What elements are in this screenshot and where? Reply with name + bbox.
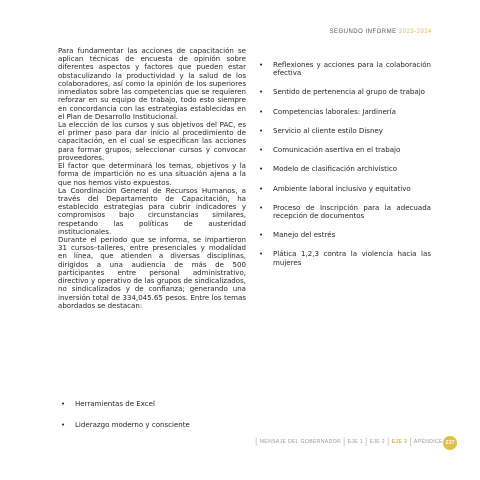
nav-section-eje-2[interactable]: EJE 2 xyxy=(369,438,385,445)
divider: | xyxy=(364,436,368,446)
divider: | xyxy=(409,436,412,446)
list-item: • Reflexiones y acciones para la colaboración efectiva xyxy=(256,61,431,77)
list-item: • Comunicación asertiva en el trabajo xyxy=(256,146,431,154)
list-item: • Modelo de clasificación archivístico xyxy=(256,165,431,173)
list-item: • Sentido de pertenencia al grupo de trabajo xyxy=(256,88,431,96)
divider: | xyxy=(343,436,346,446)
topics-list-right xyxy=(256,61,431,278)
list-item: • Proceso de Inscripción para la adecuada recepción de documentos xyxy=(256,204,431,220)
body-text-column xyxy=(58,47,246,310)
paragraph: El factor que determinará los temas, objetivos y la forma de impartición no es una situación ajena a la que nos hemos visto expuestos. xyxy=(58,161,246,187)
nav-section-eje-3[interactable]: EJE 3 xyxy=(391,438,408,445)
paragraph: La Coordinación General de Recursos Humanos, a través del Departamento de Capacitación, ha establecido estrategias para cubrir indicadores y compromisos bajo circunstancias similares, respetando las políticas de austeridad institucionales. xyxy=(58,185,246,236)
header-year: 2023-2024 xyxy=(398,29,432,35)
header-label: SEGUNDO INFORME xyxy=(329,29,397,35)
divider: | xyxy=(386,436,390,446)
list-item: • Competencias laborales: Jardinería xyxy=(256,108,431,116)
running-header xyxy=(329,29,432,35)
nav-section-mensaje[interactable]: MENSAJE DEL GOBERNADOR xyxy=(259,438,341,445)
list-item: • Manejo del estrés xyxy=(256,231,431,239)
list-item: • Servicio al cliente estilo Disney xyxy=(256,127,431,135)
divider: | xyxy=(255,436,258,446)
paragraph: La elección de los cursos y sus objetivos del PAC, es el primer paso para dar inicio al procedimiento de capacitación, en el cual se especifican las acciones para formar grupos, seleccionar cursos y convocar proveedores. xyxy=(58,119,246,162)
list-item: • Ambiente laboral inclusivo y equitativo xyxy=(256,185,431,193)
page-number-badge xyxy=(443,436,457,450)
page-number: 237 xyxy=(445,440,455,446)
paragraph: Para fundamentar las acciones de capacitación se aplican técnicas de encuesta de opinión sobre diferentes aspectos y factores que pueden estar obstaculizando la productividad y la salud de los colaboradores, así como la opinión de los superiores inmediatos sobre las competencias que se requieren reforzar en su equipo de trabajo, todo esto siempre en concordancia con las estrategias establecidas en el Plan de Desarrollo Institucional. xyxy=(58,46,246,121)
list-item: • Herramientas de Excel xyxy=(58,400,258,408)
topics-list-left xyxy=(58,400,258,442)
paragraph: Durante el periodo que se informa, se impartieron 31 cursos–talleres, entre presenciales y modalidad en línea, que atienden a diversas disciplinas, dirigidos a una audiencia de más de 500 participantes entre personal administrativo, directivo y operativo de las grupos de sindicalizados, no sindicalizados y de confianza; generando una inversión total de 334,045.65 pesos. Entre los temas abordados se destacan: xyxy=(58,235,246,310)
section-navigation xyxy=(253,438,443,445)
nav-section-apendice[interactable]: APÉNDICE xyxy=(413,438,443,445)
list-item: • Liderazgo moderno y consciente xyxy=(58,421,258,429)
list-item: • Plática 1,2,3 contra la violencia hacia las mujeres xyxy=(256,250,431,266)
nav-section-eje-1[interactable]: EJE 1 xyxy=(347,438,363,445)
